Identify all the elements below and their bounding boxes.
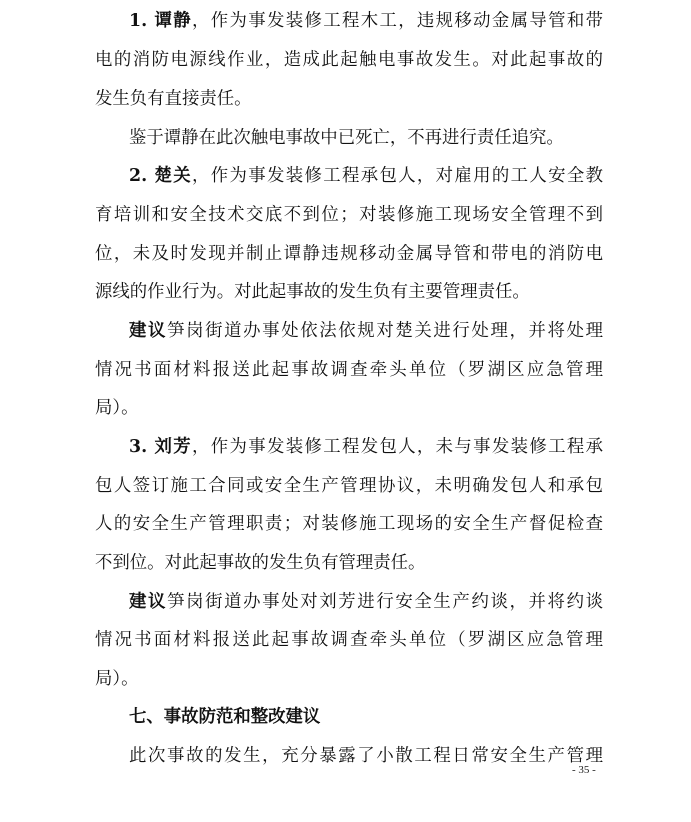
line-text: 情况书面材料报送此起事故调查牵头单位（罗湖区应急管理: [95, 630, 603, 650]
heading-text: 七、事故防范和整改建议: [129, 707, 321, 727]
text-line: [95, 127, 603, 149]
text-line: [95, 204, 603, 226]
text-line: [95, 49, 603, 71]
text-line: [95, 552, 603, 574]
text-line: [95, 243, 603, 265]
line-text: 情况书面材料报送此起事故调查牵头单位（罗湖区应急管理: [95, 360, 603, 380]
line-lead: 2. 楚关: [129, 166, 193, 186]
line-text: 此次事故的发生，充分暴露了小散工程日常安全生产管理: [129, 746, 603, 766]
text-line: [95, 281, 603, 303]
line-lead: 1. 谭静: [129, 11, 193, 31]
text-line: [95, 88, 603, 110]
text-line: [95, 745, 603, 767]
text-line: [95, 436, 603, 458]
text-line: [95, 359, 603, 381]
text-line: [95, 668, 603, 690]
line-text: 包人签订施工合同或安全生产管理协议，未明确发包人和承包: [95, 476, 603, 496]
line-text: 局）。: [95, 398, 139, 418]
text-line: [95, 165, 603, 187]
line-lead: 3. 刘芳: [129, 437, 193, 457]
line-lead: 建议: [129, 592, 168, 612]
line-text: 育培训和安全技术交底不到位；对装修施工现场安全管理不到: [95, 205, 603, 225]
text-line: [95, 10, 603, 32]
line-text: 发生负有直接责任。: [95, 89, 252, 109]
line-text: 人的安全生产管理职责；对装修施工现场的安全生产督促检查: [95, 514, 603, 534]
line-text: 电的消防电源线作业，造成此起触电事故发生。对此起事故的: [95, 50, 603, 70]
text-line: [95, 397, 603, 419]
line-text: 鉴于谭静在此次触电事故中已死亡，不再进行责任追究。: [129, 128, 564, 148]
line-text: ，作为事发装修工程发包人，未与事发装修工程承: [192, 437, 603, 457]
line-text: 笋岗街道办事处依法依规对楚关进行处理，并将处理: [167, 321, 603, 341]
text-line: [95, 475, 603, 497]
text-line: [95, 320, 603, 342]
text-line: [95, 591, 603, 613]
line-text: 源线的作业行为。对此起事故的发生负有主要管理责任。: [95, 282, 530, 302]
line-text: 不到位。对此起事故的发生负有管理责任。: [95, 553, 426, 573]
line-lead: 建议: [129, 321, 168, 341]
page-number: - 35 -: [572, 764, 596, 776]
line-text: 笋岗街道办事处对刘芳进行安全生产约谈，并将约谈: [167, 592, 603, 612]
section-heading: [95, 706, 603, 728]
text-line: [95, 513, 603, 535]
line-text: ，作为事发装修工程承包人，对雇用的工人安全教: [192, 166, 603, 186]
text-line: [95, 629, 603, 651]
line-text: 位，未及时发现并制止谭静违规移动金属导管和带电的消防电: [95, 244, 603, 264]
line-text: ，作为事发装修工程木工，违规移动金属导管和带: [192, 11, 603, 31]
line-text: 局）。: [95, 669, 139, 689]
